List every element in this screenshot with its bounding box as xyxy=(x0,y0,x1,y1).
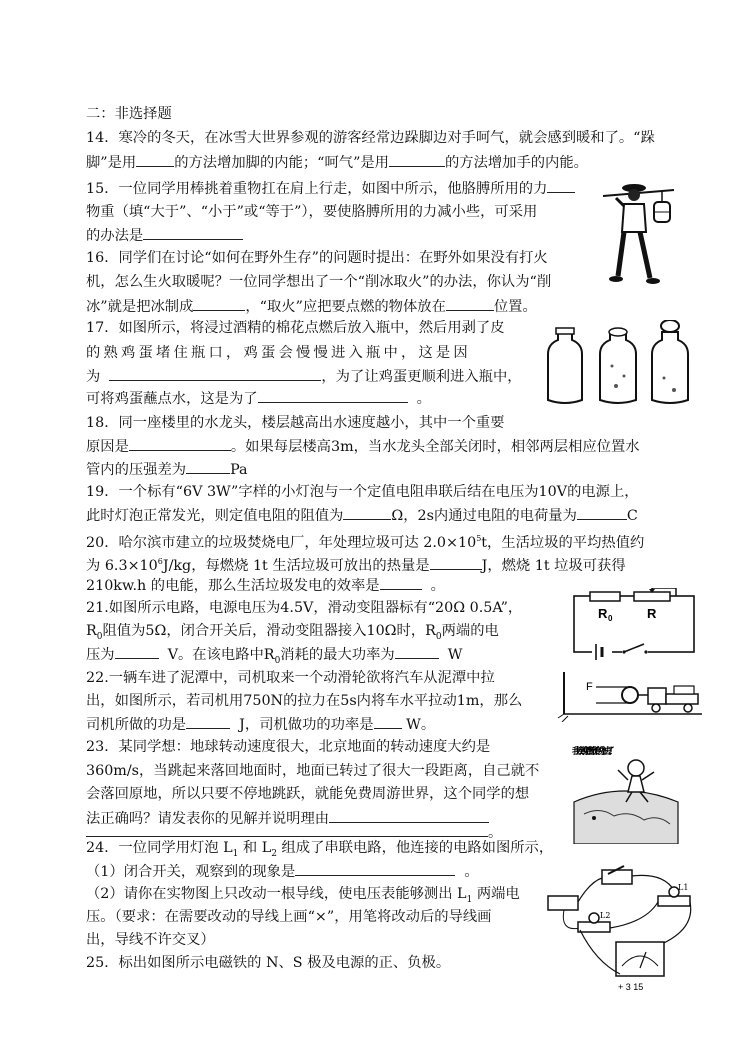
q25-line1: 25．标出如图所示电磁铁的 N、S 极及电源的正、负极。 xyxy=(86,955,451,971)
q24-text-1a: 24．一位同学用灯泡 L xyxy=(86,840,233,856)
q21-sub-3: 0 xyxy=(274,655,281,666)
q23-line1: 23．某同学想：地球转动速度很大，北京地面的转动速度大约是 xyxy=(86,739,491,755)
q14-text-c: 的方法增加手的内能。 xyxy=(444,155,588,171)
q23-earth-figure xyxy=(570,740,680,844)
q22-line2: 出，如图所示，若司机用750N的拉力在5s内将车水平拉动1m，那么 xyxy=(86,693,523,709)
q21-fig-r0-label: R xyxy=(598,606,608,621)
q24-line1 xyxy=(86,838,553,864)
q21-text-2a: R xyxy=(86,623,97,639)
q17-bottles-figure xyxy=(540,320,700,410)
q16-blank-2[interactable] xyxy=(446,296,494,311)
q14-text-b: 的方法增加脚的内能；“呵气”是用 xyxy=(174,155,389,171)
q18-line2 xyxy=(86,436,640,457)
q17-blank-2[interactable] xyxy=(258,388,408,403)
q22-text-3a: 司机所做的功是 xyxy=(86,717,187,733)
q21-text-3c: 消耗的最大功率为 xyxy=(280,647,395,663)
q19-blank-2[interactable] xyxy=(577,505,627,520)
q24-text-1c: 组成了串联电路，他连接的电路如图所示， xyxy=(276,840,554,856)
q16-line2: 机，怎么生火取暖呢？一位同学想出了一个“削冰取火”的办法，你认为“削 xyxy=(86,274,552,290)
q24-text-3a: （2）请你在实物图上只改动一根导线，使电压表能够测出 L xyxy=(86,886,467,902)
q17-text-4a: 可将鸡蛋蘸点水，这是为了 xyxy=(86,391,258,407)
q24-fig-meter-label: + 3 15 xyxy=(618,982,644,992)
q17-text-3b: ，为了让鸡蛋更顺利进入瓶中， xyxy=(321,369,522,385)
q21-text-3b: V。在该电路中R xyxy=(167,647,275,663)
section-title: 二：非选择题 xyxy=(86,106,172,122)
q24-text-1b: 和 L xyxy=(238,840,272,856)
q16-text-b: ，“取火”应把要点燃的物体放在 xyxy=(245,299,446,315)
q20-blank-2[interactable] xyxy=(380,575,422,590)
q24-line5: 出，导线不许交叉） xyxy=(86,932,215,948)
q19-blank-1[interactable] xyxy=(343,505,391,520)
q19-text-2c: C xyxy=(626,508,638,524)
q14-blank-1[interactable] xyxy=(136,152,174,167)
q22-truck-figure xyxy=(556,672,702,722)
q18-blank-1[interactable] xyxy=(129,436,231,451)
q22-text-3c: W。 xyxy=(406,717,436,733)
q23-blank-2[interactable] xyxy=(86,822,488,837)
q21-fig-r0-sub: 0 xyxy=(608,614,613,623)
q21-text-3a: 压为 xyxy=(86,647,115,663)
q16-line3 xyxy=(86,296,537,317)
q18-line1: 18．同一座楼里的水龙头，楼层越高出水速度越小，其中一个重要 xyxy=(86,415,505,431)
q14-line2 xyxy=(86,152,588,173)
q20-text-1a: 20．哈尔滨市建立的垃圾焚烧电厂，年处理垃圾可达 2.0×10 xyxy=(86,534,477,551)
q18-blank-2[interactable] xyxy=(186,459,230,474)
q21-blank-1[interactable] xyxy=(115,644,159,659)
q14-line1: 14．寒冷的冬天，在冰雪大世界参观的游客经常边跺脚边对手呵气，就会感到暖和了。“跺 xyxy=(86,130,655,146)
q15-line3 xyxy=(86,225,243,246)
q21-line2 xyxy=(86,621,499,647)
q18-text-2a: 原因是 xyxy=(86,439,129,455)
q15-text-3: 的办法是 xyxy=(86,228,144,244)
q24-sub-2: 2 xyxy=(271,848,277,859)
q20-text-3b: 。 xyxy=(430,578,445,594)
q24-circuit-figure xyxy=(546,862,698,994)
q16-blank-1[interactable] xyxy=(193,296,245,311)
q20-text-1b: t，生活垃圾的平均热值约 xyxy=(481,534,645,551)
q20-text-3a: 210kw.h 的电能，那么生活垃圾发电的效率是 xyxy=(86,578,380,594)
q24-text-2b: 。 xyxy=(464,864,479,880)
q24-line3 xyxy=(86,884,520,910)
q14-text-a: 脚”是用 xyxy=(86,155,137,171)
q20-sup-2: 6 xyxy=(157,557,163,566)
q22-fig-force-label: F xyxy=(586,681,593,693)
q19-line2 xyxy=(86,505,638,526)
q19-text-2b: Ω，2s内通过电阻的电荷量为 xyxy=(391,508,577,524)
q20-line3 xyxy=(86,575,445,596)
q22-text-3b: J，司机做功的功率是 xyxy=(239,717,374,733)
q23-text-4: 法正确吗？请发表你的见解并说明理由 xyxy=(86,811,330,827)
q14-blank-2[interactable] xyxy=(389,152,445,167)
q15-person-figure xyxy=(600,180,680,290)
q17-line4 xyxy=(86,388,431,409)
q23-text-5: 。 xyxy=(488,825,503,841)
q21-line3 xyxy=(86,644,462,671)
q18-text-2b: 。如果每层楼高3m，当水龙头全部关闭时，相邻两层相应位置水 xyxy=(230,439,640,455)
q15-blank-1[interactable] xyxy=(547,178,575,193)
q20-line1 xyxy=(86,529,644,553)
q21-text-3d: W xyxy=(447,647,463,663)
q20-sup-1: 5 xyxy=(476,534,482,543)
q20-blank-1[interactable] xyxy=(430,555,482,570)
q15-blank-2[interactable] xyxy=(143,225,243,240)
q17-text-2: 的熟鸡蛋堵住瓶口，鸡蛋会慢慢进入瓶中，这是因 xyxy=(86,345,471,361)
q15-line2: 物重（填“大于”、“小于”或“等于”），要使胳膊所用的力减小些，可采用 xyxy=(86,204,538,220)
q16-text-a: 冰”就是把冰制成 xyxy=(86,299,194,315)
q21-circuit-figure xyxy=(572,588,696,660)
q21-sub-2: 0 xyxy=(435,631,442,642)
q21-line1: 21.如图所示电路，电源电压为4.5V，滑动变阻器标有“20Ω 0.5A”， xyxy=(86,600,523,616)
q24-fig-l2-label: L2 xyxy=(600,911,611,920)
q21-text-2b: 阻值为5Ω，闭合开关后，滑动变阻器接入10Ω时，R xyxy=(102,623,436,639)
q22-line1: 22.一辆车进了泥潭中，司机取来一个动滑轮欲将汽车从泥潭中拉 xyxy=(86,670,495,686)
q15-text-1: 15．一位同学用棒挑着重物扛在肩上行走，如图中所示，他胳膊所用的力 xyxy=(86,181,548,197)
q24-line4: 压。（要求：在需要改动的导线上画“×”，用笔将改动后的导线画 xyxy=(86,909,492,925)
q15-line1 xyxy=(86,178,575,199)
q21-text-2c: 两端的电 xyxy=(441,623,499,639)
q19-line1: 19．一个标有“6V 3W”字样的小灯泡与一个定值电阻串联后结在电压为10V的电源上， xyxy=(86,484,639,500)
q23-line2: 360m/s，当跳起来落回地面时，地面已转过了很大一段距离，自己就不 xyxy=(86,763,540,779)
q18-text-3a: 管内的压强差为 xyxy=(86,462,187,478)
q17-text-3a: 为 xyxy=(86,369,101,385)
q17-line1: 17．如图所示，将浸过酒精的棉花点燃后放入瓶中，然后用剥了皮 xyxy=(86,320,505,336)
q18-line3 xyxy=(86,459,248,480)
q20-text-2a: 为 6.3×10 xyxy=(86,557,158,574)
q23-line3: 会落回原地，所以只要不停地跳跃，就能免费周游世界，这个同学的想 xyxy=(86,786,530,802)
q21-blank-2[interactable] xyxy=(395,644,439,659)
q16-line1: 16．同学们在讨论“如何在野外生存”的问题时提出：在野外如果没有打火 xyxy=(86,250,548,266)
q24-fig-l1-label: L1 xyxy=(678,883,689,892)
q20-line2 xyxy=(86,552,626,576)
q24-text-3b: 两端电 xyxy=(472,886,520,902)
q24-sub-1: 1 xyxy=(232,848,239,859)
q16-text-c: 位置。 xyxy=(493,299,537,315)
q21-fig-r-label: R xyxy=(647,606,657,621)
q17-line3 xyxy=(86,366,522,387)
q22-line3 xyxy=(86,714,435,735)
q17-text-4b: 。 xyxy=(416,391,431,407)
q18-text-3b: Pa xyxy=(230,462,248,478)
q22-blank-2[interactable] xyxy=(374,714,402,729)
q24-blank-1[interactable] xyxy=(295,861,455,876)
q24-line2 xyxy=(86,861,479,882)
q22-blank-1[interactable] xyxy=(186,714,230,729)
q23-bubble-text: 我找到免费旅游的办法了！ xyxy=(572,747,618,757)
q21-sub-1: 0 xyxy=(96,631,103,642)
q20-text-2b: J/kg，每燃烧 1t 生活垃圾可放出的热量是 xyxy=(162,557,430,574)
q24-text-2a: （1）闭合开关，观察到的现象是 xyxy=(86,864,296,880)
q20-text-2c: J，燃烧 1t 垃圾可获得 xyxy=(481,557,626,574)
q24-sub-3: 1 xyxy=(466,894,473,905)
q17-blank-1[interactable] xyxy=(109,366,321,381)
q17-line2 xyxy=(86,343,528,363)
q19-text-2a: 此时灯泡正常发光，则定值电阻的阻值为 xyxy=(86,508,344,524)
